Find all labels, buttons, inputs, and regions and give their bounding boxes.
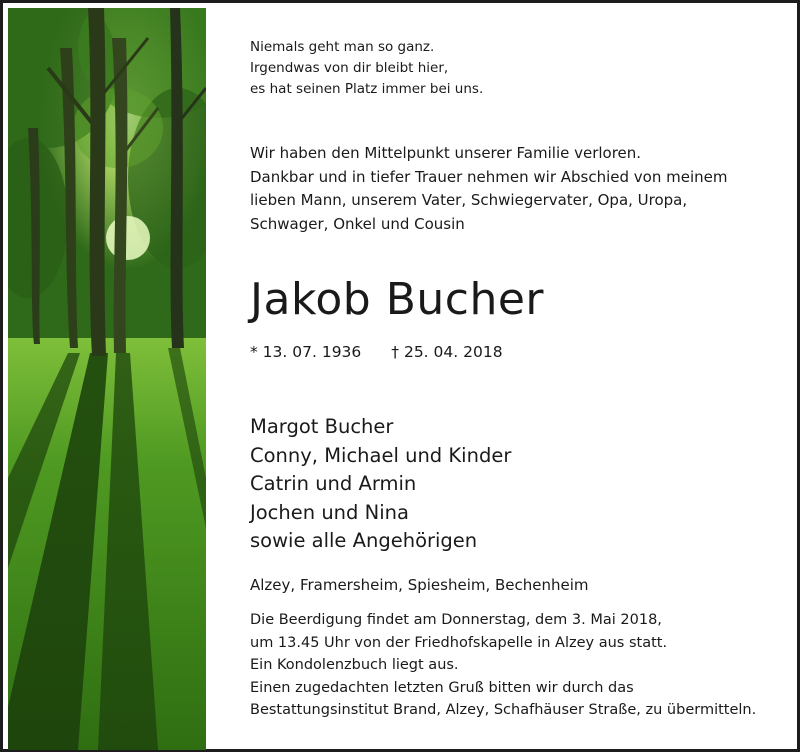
intro-line: Dankbar und in tiefer Trauer nehmen wir Abschied von meinem [250,167,728,186]
funeral-line: Einen zugedachten letzten Gruß bitten wir durch das [250,679,634,696]
poem-line: Irgendwas von dir bleibt hier, [250,60,449,76]
mourner-entry: Conny, Michael und Kinder [250,443,512,467]
intro-line: lieben Mann, unserem Vater, Schwiegervater, Opa, Uropa, [250,191,688,209]
intro-line: Schwager, Onkel und Cousin [250,214,465,233]
notice-text [250,3,787,749]
mourner-entry: sowie alle Angehörigen [250,529,478,552]
mourner-entry: Margot Bucher [250,415,394,438]
death-date: † 25. 04. 2018 [391,343,503,361]
funeral-line: um 13.45 Uhr von der Friedhofskapelle in Alzey aus statt. [250,634,668,651]
funeral-info [250,609,756,722]
mourner-entry: Jochen und Nina [250,500,409,524]
places-line: Alzey, Framersheim, Spiesheim, Bechenheim [250,576,589,594]
mourners-list [250,413,511,556]
funeral-line: Die Beerdigung findet am Donnerstag, dem 3. Mai 2018, [250,612,662,628]
park-trees-photo [8,8,206,750]
poem-line: Niemals geht man so ganz. [250,39,435,55]
intro-text [250,142,728,236]
deceased-name: Jakob Bucher [250,274,544,325]
poem-line: es hat seinen Platz immer bei uns. [250,81,484,97]
life-dates [250,341,503,363]
mourner-entry: Catrin und Armin [250,472,417,495]
intro-line: Wir haben den Mittelpunkt unserer Familie verloren. [250,144,642,162]
funeral-line: Ein Kondolenzbuch liegt aus. [250,657,459,673]
memorial-poem [250,37,483,100]
funeral-line: Bestattungsinstitut Brand, Alzey, Schafhäuser Straße, zu übermitteln. [250,702,757,718]
birth-date: * 13. 07. 1936 [250,343,362,361]
